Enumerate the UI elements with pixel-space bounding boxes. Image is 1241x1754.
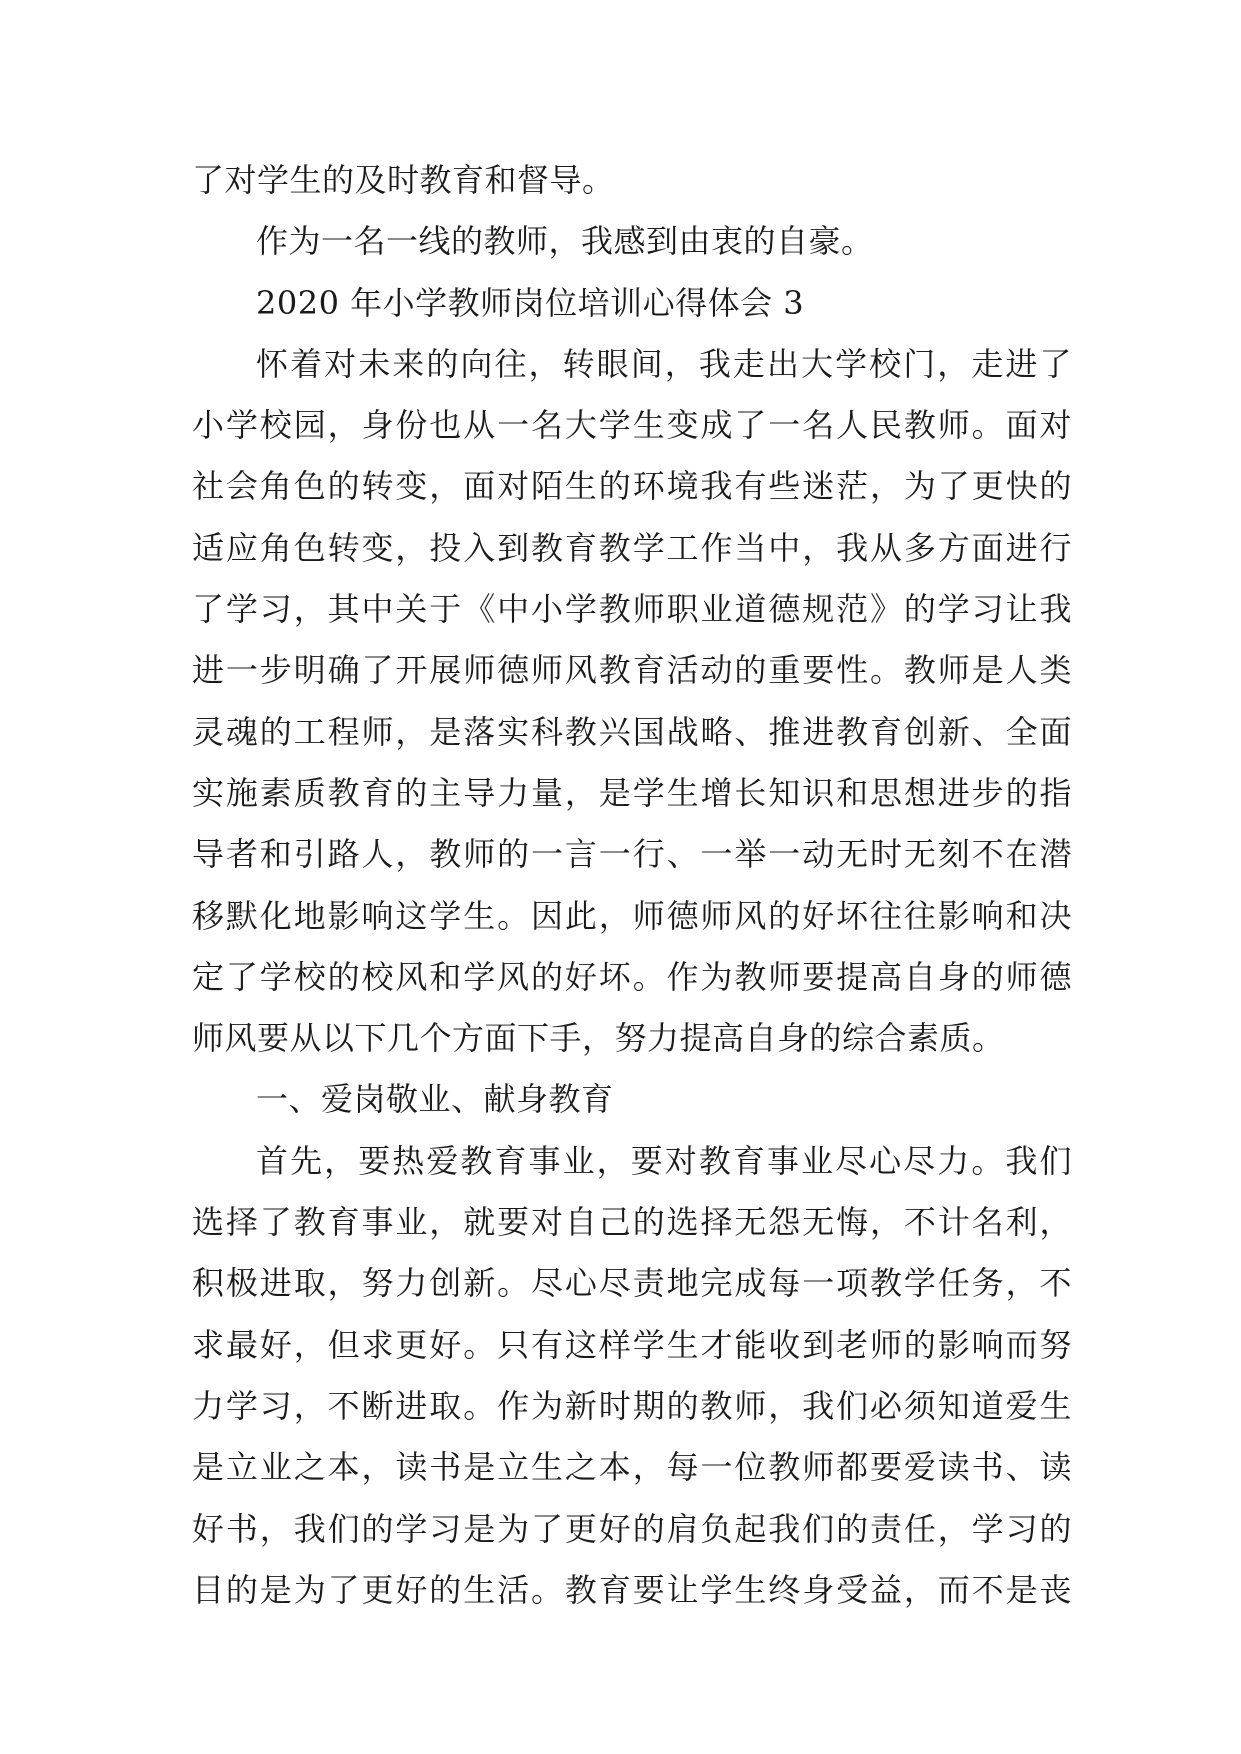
text-line: 首先，要热爱教育事业，要对教育事业尽心尽力。我们 [256, 1141, 1072, 1180]
text-line: 适应角色转变，投入到教育教学工作当中，我从多方面进行 [192, 528, 1072, 567]
text-line: 灵魂的工程师，是落实科教兴国战略、推进教育创新、全面 [192, 712, 1072, 751]
text-line: 是立业之本，读书是立生之本，每一位教师都要爱读书、读 [192, 1448, 1072, 1487]
text-line: 积极进取，努力创新。尽心尽责地完成每一项教学任务，不 [192, 1264, 1072, 1303]
text-line: 社会角色的转变，面对陌生的环境我有些迷茫，为了更快的 [192, 467, 1072, 506]
text-line: 导者和引路人，教师的一言一行、一举一动无时无刻不在潜 [192, 835, 1072, 874]
text-line: 作为一名一线的教师，我感到由衷的自豪。 [256, 222, 874, 261]
section-heading: 一、爱岗敬业、献身教育 [256, 1080, 614, 1119]
body-text [192, 150, 1072, 1621]
text-line: 求最好，但求更好。只有这样学生才能收到老师的影响而努 [192, 1325, 1072, 1364]
text-line: 选择了教育事业，就要对自己的选择无怨无悔，不计名利， [192, 1203, 1072, 1242]
text-line: 师风要从以下几个方面下手，努力提高自身的综合素质。 [192, 1019, 1005, 1058]
text-line: 怀着对未来的向往，转眼间，我走出大学校门，走进了 [256, 344, 1072, 383]
text-line: 了学习，其中关于《中小学教师职业道德规范》的学习让我 [192, 590, 1072, 629]
text-line: 定了学校的校风和学风的好坏。作为教师要提高自身的师德 [192, 957, 1072, 996]
section-heading: 2020 年小学教师岗位培训心得体会 3 [256, 283, 805, 322]
text-line: 进一步明确了开展师德师风教育活动的重要性。教师是人类 [192, 651, 1072, 690]
text-line: 了对学生的及时教育和督导。 [192, 161, 615, 199]
text-line: 实施素质教育的主导力量，是学生增长知识和思想进步的指 [192, 773, 1072, 812]
text-line: 移默化地影响这学生。因此，师德师风的好坏往往影响和决 [192, 896, 1072, 935]
text-line: 力学习，不断进取。作为新时期的教师，我们必须知道爱生 [192, 1386, 1072, 1425]
text-line: 小学校园，身份也从一名大学生变成了一名人民教师。面对 [192, 406, 1072, 445]
text-line: 好书，我们的学习是为了更好的肩负起我们的责任，学习的 [192, 1509, 1072, 1548]
text-line: 目的是为了更好的生活。教育要让学生终身受益，而不是丧 [192, 1570, 1072, 1609]
